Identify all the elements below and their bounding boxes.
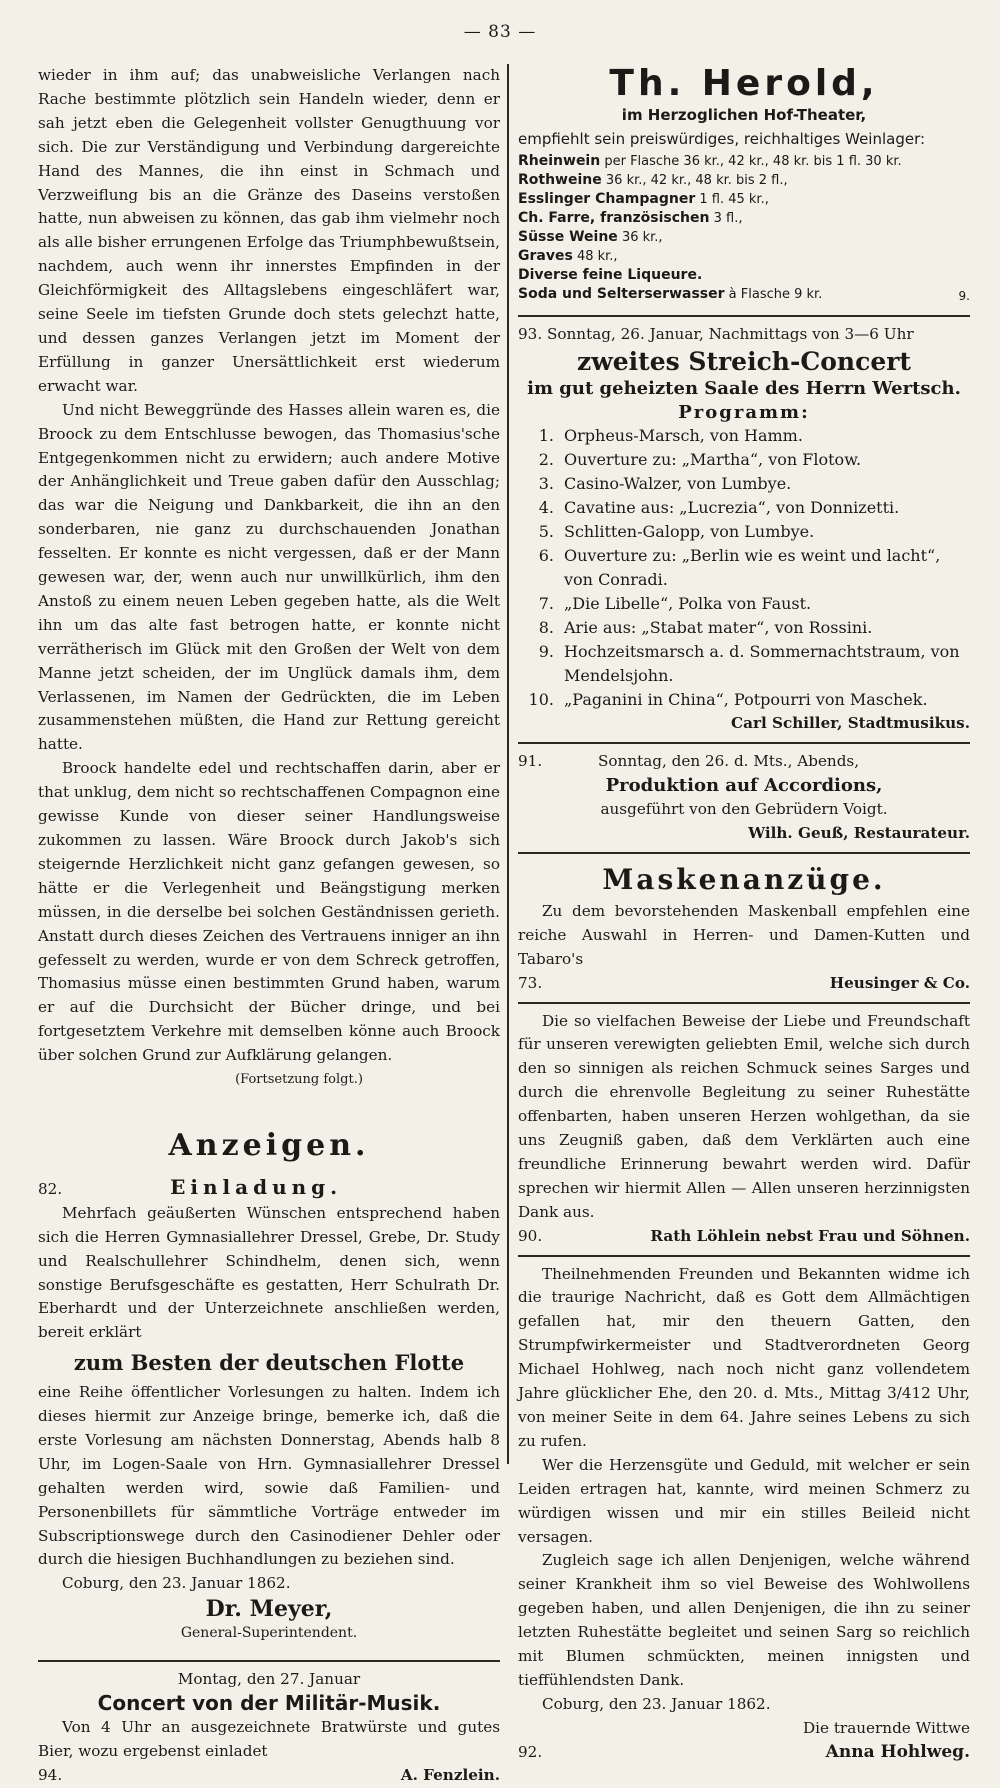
wine-price: 3 fl., [713, 210, 743, 226]
wine-name: Soda und Selterserwasser [518, 285, 725, 302]
ad-headline: Concert von der Militär-Musik. [97, 1691, 441, 1716]
program-title: Ouverture zu: „Berlin wie es weint und lacht“, von Conradi. [564, 546, 941, 590]
firm-name: Th. Herold, [609, 63, 879, 104]
ad-73 [518, 862, 970, 996]
program-number: 8. [538, 618, 554, 638]
signature-title: General-Superintendent. [180, 1625, 358, 1642]
wine-list [518, 152, 970, 304]
program-number: 1. [538, 426, 554, 446]
ad-text: eine Reihe öffentlicher Vorlesungen zu halten. Indem ich dieses hiermit zur Anzeige bringe, bemerke ich, daß die erste Vorlesung am nächsten Donnerstag, Abends halb 8 Uhr, im Logen-Saale von Hrn. Gymnasiallehrer Dressel gehalten werden wird, sowie daß Familien- und Personenbillets für sämmtliche Vorträge entweder im Subscriptionswege durch den Casinodiener Dehler oder durch die hiesigen Buchhandlungen zu beziehen sind. [38, 1383, 500, 1569]
wine-price: per Flasche 36 kr., 42 kr., 48 kr. bis 1 fl. 30 kr. [604, 153, 902, 169]
ad-93 [518, 323, 970, 737]
ad-92 [518, 1263, 970, 1765]
ad-82 [38, 1176, 500, 1646]
program-title: Cavatine aus: „Lucrezia“, von Donnizetti. [564, 498, 900, 518]
signature: Rath Löhlein nebst Frau und Söhnen. [650, 1226, 970, 1245]
ad-text: Zu dem bevorstehenden Maskenball empfehlen eine reiche Auswahl in Herren- und Damen-Kutten und Tabaro's [518, 901, 970, 968]
story-paragraph: wieder in ihm auf; das unabweisliche Verlangen nach Rache bestimmte plötzlich sein Handeln wieder, denn er sah jetzt eben die Gelegenheit vollster Genugthuung vor sich. Die zur Verständigung und Verbindung dargereichte Hand des Mannes, die ihn einst in Schmach und Verzweiflung bis an die Gränze des Daseins verstoßen hatte, nun abweisen zu können, das gab ihm vielmehr noch als alle bisher errungenen Erfolge das Triumphbewußtsein, nachdem, auch wenn ihr innerstes Empfinden in der Gleichförmigkeit des Alltagslebens eingeschläfert war, seine Seele im tiefsten Grunde doch stets gelechzt hatte, und dessen ganzes Verlangen jetzt im Moment der Erfüllung in ganzer Unersättlichkeit erst wiederum erwacht war. [38, 66, 500, 395]
ad-number: 73. [518, 973, 543, 992]
ad-number: 92. [518, 1742, 543, 1761]
program-item [518, 544, 970, 592]
ad-number: 91. [518, 752, 543, 771]
ad-dateline: 93. Sonntag, 26. Januar, Nachmittags von 3—6 Uhr [518, 324, 914, 343]
wine-item [518, 190, 970, 209]
program-title: „Die Libelle“, Polka von Faust. [564, 594, 812, 614]
signature: Dr. Meyer, [205, 1596, 333, 1623]
wine-price: 36 kr., 42 kr., 48 kr. bis 2 fl., [605, 172, 788, 188]
story-paragraph: Und nicht Beweggründe des Hasses allein waren es, die Broock zu dem Entschlusse bewogen, das Thomasius'sche Entgegenkommen nicht zu erwidern; auch andere Motive der Anhänglichkeit und Treue gaben dafür den Ausschlag; das war die Neigung und Dankbarkeit, die ihn an den sonderbaren, nie ganz zu durchschauenden Jonathan fesselten. Er konnte es nicht vergessen, daß er der Mann gewesen war, der, wenn auch nur unwillkürlich, ihm den Anstoß zu einem neuen Leben gegeben hatte, als die Welt ihn um das alte fast betrogen hatte, er konnte nicht verrätherisch im Glück mit den Großen der Welt von dem Manne jetzt scheiden, der im Unglück damals ihm, dem Verlassenen, im Namen der Gedrückten, die im Leben zusammenstehen müßten, die Hand zur Rettung gereicht hatte. [38, 400, 500, 754]
ad-headline: zum Besten der deutschen Flotte [73, 1350, 465, 1376]
wine-item [518, 228, 970, 247]
program-number: 6. [538, 546, 554, 566]
continuation-note: (Fortsetzung folgt.) [235, 1072, 363, 1088]
program-item [518, 640, 970, 688]
signature: A. Fenzlein. [400, 1765, 500, 1784]
wine-name: Graves [518, 247, 573, 264]
program-number: 5. [538, 522, 554, 542]
signature: Carl Schiller, Stadtmusikus. [731, 714, 970, 733]
divider [518, 742, 970, 744]
divider [518, 1255, 970, 1257]
ad-venue: im gut geheizten Saale des Herrn Wertsch. [527, 377, 961, 399]
wine-price: à Flasche 9 kr. [728, 286, 823, 302]
wine-price: 36 kr., [621, 229, 663, 245]
wine-item [518, 171, 970, 190]
column-divider [507, 64, 509, 1464]
place-date: Coburg, den 23. Januar 1862. [542, 1694, 771, 1713]
wine-name: Esslinger Champagner [518, 190, 696, 207]
ad-title: Produktion auf Accordions, [605, 775, 883, 797]
program-list [518, 424, 970, 712]
ad-text: ausgeführt von den Gebrüdern Voigt. [600, 800, 888, 819]
ad-intro: empfiehlt sein preiswürdiges, reichhaltiges Weinlager: [518, 129, 926, 148]
ad-title: Einladung. [170, 1174, 343, 1199]
wine-item [518, 247, 970, 266]
program-number: 2. [538, 450, 554, 470]
ad-text: Theilnehmenden Freunden und Bekannten widme ich die traurige Nachricht, daß es Gott dem Allmächtigen gefallen hat, mir den theuern Gatten, den Strumpfwirkermeister und Stadtverordneten Georg Michael Hohlweg, nach noch nicht ganz vollendetem Jahre glücklicher Ehe, den 20. d. Mts., Mittag 3/412 Uhr, von meiner Seite in dem 64. Jahre seines Lebens zu sich zu rufen. [518, 1264, 970, 1450]
wine-price: 1 fl. 45 kr., [699, 191, 769, 207]
program-title: „Paganini in China“, Potpourri von Maschek. [564, 690, 928, 710]
program-item [518, 448, 970, 472]
program-item [518, 592, 970, 616]
wine-name: Diverse feine Liqueure. [518, 266, 703, 283]
program-title: Arie aus: „Stabat mater“, von Rossini. [564, 618, 873, 638]
divider [38, 1660, 500, 1662]
program-item [518, 520, 970, 544]
story-paragraph: Broock handelte edel und rechtschaffen darin, aber er that unklug, dem nicht so rechtschaffenen Compagnon eine gewisse Kunde von dieser seiner Handlungsweise zukommen zu lassen. Wäre Broock durch Jakob's sich steigernde Herzlichkeit nicht ganz gefangen gewesen, so hätte er die Verlegenheit und Beängstigung merken müssen, in die derselbe bei solchen Geständnissen gerieth. Anstatt durch dieses Zeichen des Vertrauens inniger an ihn gefesselt zu werden, wurde er von dem Schreck getroffen, Thomasius müsse einen bestimmten Grund haben, warum er auf die Durchsicht der Bücher dringe, und bei fortgesetztem Verkehre mit demselben könne auch Broock über solchen Grund zur Aufklärung gelangen. [38, 759, 500, 1065]
ad-9 [518, 64, 970, 309]
ad-number: 90. [518, 1226, 543, 1245]
program-item [518, 472, 970, 496]
divider [518, 315, 970, 317]
signature: Heusinger & Co. [829, 973, 970, 992]
wine-name: Ch. Farre, französischen [518, 209, 710, 226]
program-title: Casino-Walzer, von Lumbye. [564, 474, 792, 494]
ad-text: Mehrfach geäußerten Wünschen entsprechend haben sich die Herren Gymnasiallehrer Dressel, Grebe, Dr. Study und Realschullehrer Schindhelm, denen sich, wenn sonstige Berufsgeschäfte es gestatten, Herr Schulrath Dr. Eberhardt und der Unterzeichnete anschließen werden, bereit erklärt [38, 1203, 500, 1342]
program-item [518, 496, 970, 520]
program-title: Orpheus-Marsch, von Hamm. [564, 426, 803, 446]
ad-date: Montag, den 27. Januar [177, 1670, 361, 1689]
program-item [518, 616, 970, 640]
signature-title: Die trauernde Wittwe [802, 1718, 970, 1737]
signature: Anna Hohlweg. [825, 1741, 970, 1762]
right-column [518, 64, 970, 1765]
anzeigen-heading: Anzeigen. [168, 1127, 370, 1163]
signature: Wilh. Geuß, Restaurateur. [748, 824, 970, 843]
ad-dateline: Sonntag, den 26. d. Mts., Abends, [598, 752, 860, 771]
ad-text: Die so vielfachen Beweise der Liebe und Freundschaft für unseren verewigten geliebten Emil, welche sich durch den so sinnigen als reichen Schmuck seines Sarges und durch die ehrenvolle Begleitung zu seiner Ruhestätte offenbarten, haben unseren Herzen wohlgethan, da sie uns Zeugniß gaben, daß dem Verklärten auch eine freundliche Erinnerung bewahrt werden wird. Dafür sprechen wir hiermit Allen — Allen unseren herzinnigsten Dank aus. [518, 1011, 970, 1221]
page-number: — 83 — [463, 22, 537, 42]
ad-number: 94. [38, 1765, 63, 1784]
ad-text: Von 4 Uhr an ausgezeichnete Bratwürste und gutes Bier, wozu ergebenst einladet [38, 1718, 500, 1760]
ad-text: Zugleich sage ich allen Denjenigen, welche während seiner Krankheit ihm so viel Beweise des Wohlwollens gegeben haben, und allen Denjenigen, die ihn zu seiner letzten Ruhestätte begleitet und seinen Sarg so reichlich mit Blumen schmückten, meinen innigsten und tieffühlendsten Dank. [518, 1551, 970, 1689]
wine-price: 48 kr., [576, 248, 618, 264]
ad-number: 9. [958, 288, 970, 303]
ad-title: Maskenanzüge. [602, 862, 886, 896]
wine-name: Rothweine [518, 171, 602, 188]
ad-94 [38, 1668, 500, 1788]
left-column [38, 64, 500, 1788]
ad-91 [518, 750, 970, 846]
wine-name: Rheinwein [518, 152, 601, 169]
program-title: Hochzeitsmarsch a. d. Sommernachtstraum, von Mendelsjohn. [564, 642, 960, 686]
wine-item [518, 152, 970, 171]
ad-number: 82. [38, 1179, 63, 1198]
program-number: 7. [538, 594, 554, 614]
wine-item [518, 209, 970, 228]
ad-text: Wer die Herzensgüte und Geduld, mit welcher er sein Leiden ertragen hat, kannte, wird meinen Schmerz zu würdigen wissen und mir ein stilles Beileid nicht versagen. [518, 1455, 970, 1546]
place-date: Coburg, den 23. Januar 1862. [62, 1574, 291, 1593]
program-item [518, 688, 970, 712]
program-number: 9. [538, 642, 554, 662]
ad-title: zweites Streich-Concert [577, 346, 911, 376]
program-title: Schlitten-Galopp, von Lumbye. [564, 522, 815, 542]
program-number: 10. [528, 690, 554, 710]
program-heading: Programm: [678, 401, 810, 423]
wine-item [518, 266, 970, 285]
ad-90 [518, 1010, 970, 1249]
firm-location: im Herzoglichen Hof-Theater, [621, 106, 867, 124]
divider [518, 1002, 970, 1004]
program-number: 3. [538, 474, 554, 494]
program-title: Ouverture zu: „Martha“, von Flotow. [564, 450, 862, 470]
wine-name: Süsse Weine [518, 228, 618, 245]
program-item [518, 424, 970, 448]
program-number: 4. [538, 498, 554, 518]
divider [518, 852, 970, 854]
